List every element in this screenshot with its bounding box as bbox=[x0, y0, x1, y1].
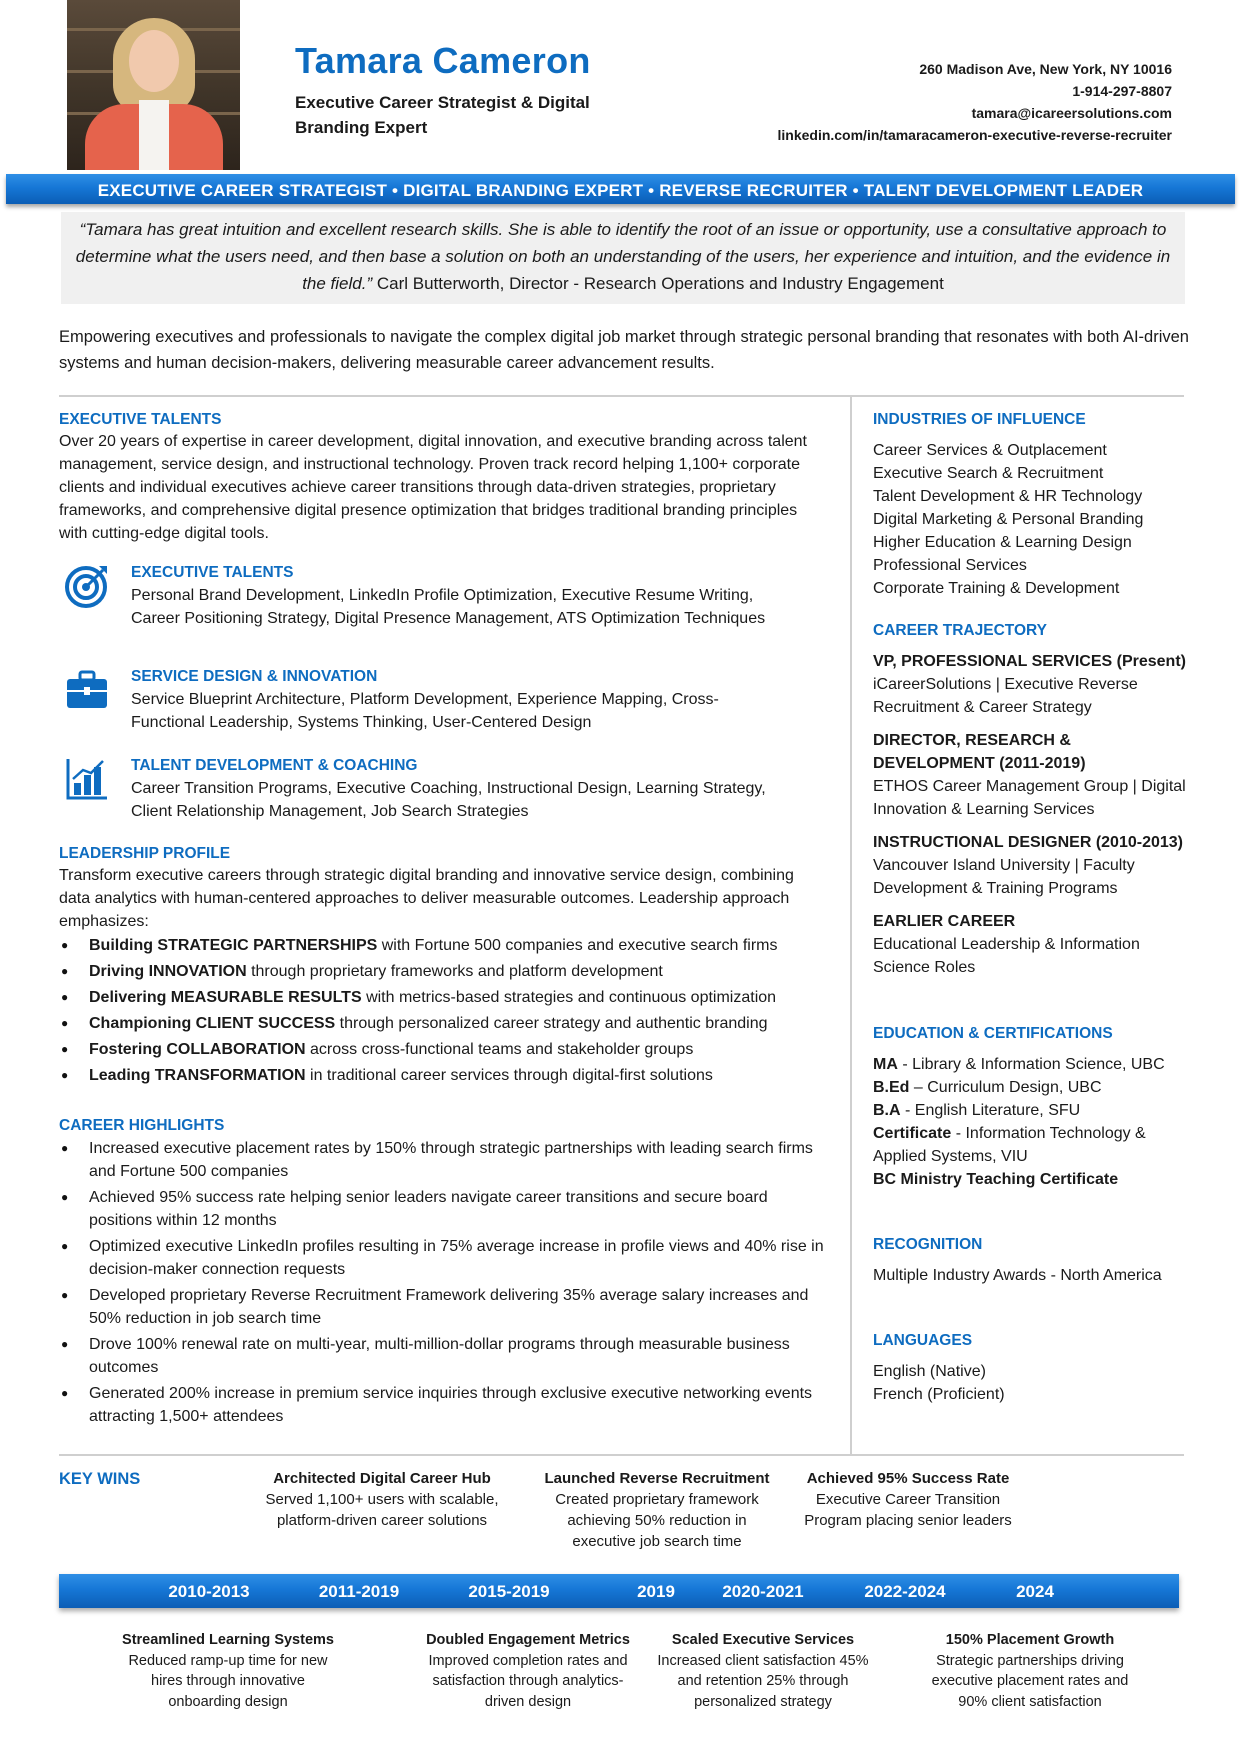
talents-summary: Over 20 years of expertise in career development, digital innovation, and executive branding across talent management, service design, and instructional technology. Proven track record helping 1,100+ corporate clients and individual executives achieve career transitions through data-driven strategies, proprietary frameworks, and comprehensive digital presence optimization that bridges traditional branding principles with cutting-edge digital tools. bbox=[59, 433, 807, 542]
divider bbox=[59, 395, 1184, 397]
list-item: MA - Library & Information Science, UBC bbox=[873, 1056, 1165, 1073]
timeline-year: 2020-2021 bbox=[722, 1582, 804, 1601]
section-heading: EXECUTIVE TALENTS bbox=[59, 411, 222, 428]
key-win: Architected Digital Career Hub Served 1,100+ users with scalable, platform-driven career solutions bbox=[265, 1470, 499, 1529]
candidate-subtitle: Executive Career Strategist & Digital Branding Expert bbox=[295, 93, 590, 137]
key-win: Scaled Executive Services Increased client satisfaction 45% and retention 25% through personalized strategy bbox=[657, 1632, 869, 1710]
block-text: Service Blueprint Architecture, Platform Development, Experience Mapping, Cross-Functional Leadership, Systems Thinking, User-Centered Design bbox=[131, 691, 719, 731]
list-item: Talent Development & HR Technology bbox=[873, 488, 1143, 505]
key-win: Streamlined Learning Systems Reduced ramp-up time for new hires through innovative onboarding design bbox=[122, 1632, 334, 1710]
recognition-text: Multiple Industry Awards - North America bbox=[873, 1267, 1162, 1284]
phone[interactable]: 1-914-297-8807 bbox=[1072, 83, 1172, 99]
list-item: ● Driving INNOVATION through proprietary frameworks and platform development bbox=[59, 960, 829, 983]
list-item: English (Native) bbox=[873, 1363, 986, 1380]
leadership-intro: Transform executive careers through strategic digital branding and innovative service design, combining data analytics with human-centered approaches to deliver measurable outcomes. Leadership approach emphasizes: bbox=[59, 867, 794, 930]
list-item: ● Increased executive placement rates by 150% through strategic partnerships with leading search firms and Fortune 500 companies bbox=[59, 1137, 829, 1183]
leadership-section bbox=[59, 845, 829, 1090]
timeline-year: 2015-2019 bbox=[468, 1582, 550, 1601]
banner-text: EXECUTIVE CAREER STRATEGIST • DIGITAL BRANDING EXPERT • REVERSE RECRUITER • TALENT DEVELOPMENT LEADER bbox=[97, 181, 1144, 200]
list-item: Executive Search & Recruitment bbox=[873, 465, 1104, 482]
section-heading: LEADERSHIP PROFILE bbox=[59, 845, 231, 862]
list-item: Professional Services bbox=[873, 557, 1027, 574]
list-item: Corporate Training & Development bbox=[873, 580, 1120, 597]
list-item: ● Fostering COLLABORATION across cross-functional teams and stakeholder groups bbox=[59, 1038, 829, 1061]
block-title: EXECUTIVE TALENTS bbox=[131, 564, 294, 581]
intro-summary: Empowering executives and professionals to navigate the complex digital job market through strategic personal branding that resonates with both AI-driven systems and human decision-makers, delivering measurable career advancement results. bbox=[59, 328, 1189, 372]
list-item: ● Delivering MEASURABLE RESULTS with metrics-based strategies and continuous optimization bbox=[59, 986, 829, 1009]
profile-photo bbox=[67, 0, 240, 170]
role-title: INSTRUCTIONAL DESIGNER (2010-2013) bbox=[873, 834, 1183, 851]
candidate-name: Tamara Cameron bbox=[295, 40, 591, 81]
divider bbox=[59, 1454, 1184, 1456]
key-win: Achieved 95% Success Rate Executive Career Transition Program placing senior leaders bbox=[804, 1470, 1012, 1529]
key-win: Launched Reverse Recruitment Created proprietary framework achieving 50% reduction in executive job search time bbox=[544, 1470, 770, 1550]
education-section bbox=[873, 1025, 1193, 1191]
contact-info bbox=[777, 58, 1172, 146]
key-win: 150% Placement Growth Strategic partnerships driving executive placement rates and 90% client satisfaction bbox=[931, 1632, 1129, 1710]
career-trajectory-section bbox=[873, 622, 1193, 979]
list-item: ● Leading TRANSFORMATION in traditional career services through digital-first solutions bbox=[59, 1064, 829, 1087]
recognition-section bbox=[873, 1236, 1193, 1287]
testimonial-attribution: Carl Butterworth, Director - Research Operations and Industry Engagement bbox=[376, 274, 944, 293]
key-win: Doubled Engagement Metrics Improved completion rates and satisfaction through analytics-driven design bbox=[426, 1632, 630, 1710]
industries-section bbox=[873, 411, 1193, 600]
column-divider bbox=[850, 397, 852, 1454]
section-heading: EDUCATION & CERTIFICATIONS bbox=[873, 1025, 1113, 1042]
languages-section bbox=[873, 1332, 1193, 1406]
timeline-year: 2019 bbox=[637, 1582, 675, 1601]
section-heading: INDUSTRIES OF INFLUENCE bbox=[873, 411, 1086, 428]
section-heading: CAREER HIGHLIGHTS bbox=[59, 1117, 225, 1134]
list-item: ● Optimized executive LinkedIn profiles resulting in 75% average increase in profile views and 40% rise in decision-maker connection requests bbox=[59, 1235, 829, 1281]
section-heading: LANGUAGES bbox=[873, 1332, 973, 1349]
role-org: iCareerSolutions | Executive Reverse Recruitment & Career Strategy bbox=[873, 676, 1138, 716]
career-highlights-section bbox=[59, 1117, 829, 1431]
list-item: ● Championing CLIENT SUCCESS through personalized career strategy and authentic branding bbox=[59, 1012, 829, 1035]
list-item: Career Services & Outplacement bbox=[873, 442, 1107, 459]
role-title: DIRECTOR, RESEARCH & DEVELOPMENT (2011-2019) bbox=[873, 732, 1086, 772]
list-item: ● Building STRATEGIC PARTNERSHIPS with Fortune 500 companies and executive search firms bbox=[59, 934, 829, 957]
list-item: ● Drove 100% renewal rate on multi-year, multi-million-dollar programs through measurable business outcomes bbox=[59, 1333, 829, 1379]
key-wins-heading: KEY WINS bbox=[59, 1470, 141, 1488]
block-text: Career Transition Programs, Executive Coaching, Instructional Design, Learning Strategy, Client Relationship Management, Job Search Strategies bbox=[131, 780, 766, 820]
list-item: ● Developed proprietary Reverse Recruitment Framework delivering 35% average salary increases and 50% reduction in job search time bbox=[59, 1284, 829, 1330]
list-item: B.Ed – Curriculum Design, UBC bbox=[873, 1079, 1102, 1096]
role-title: EARLIER CAREER bbox=[873, 913, 1016, 930]
list-item: Certificate - Information Technology & Applied Systems, VIU bbox=[873, 1125, 1146, 1165]
block-title: SERVICE DESIGN & INNOVATION bbox=[131, 668, 378, 685]
timeline-year: 2024 bbox=[1016, 1582, 1054, 1601]
timeline-year: 2010-2013 bbox=[168, 1582, 250, 1601]
list-item: Digital Marketing & Personal Branding bbox=[873, 511, 1144, 528]
section-heading: RECOGNITION bbox=[873, 1236, 983, 1253]
title-banner bbox=[0, 170, 1241, 210]
timeline-year: 2022-2024 bbox=[864, 1582, 946, 1601]
role-org: Educational Leadership & Information Science Roles bbox=[873, 936, 1140, 976]
block-text: Personal Brand Development, LinkedIn Profile Optimization, Executive Resume Writing, Career Positioning Strategy, Digital Presence Management, ATS Optimization Techniques bbox=[131, 587, 766, 627]
role-title: VP, PROFESSIONAL SERVICES (Present) bbox=[873, 653, 1186, 670]
section-heading: CAREER TRAJECTORY bbox=[873, 622, 1047, 639]
bar-chart-icon bbox=[65, 757, 109, 801]
list-item: French (Proficient) bbox=[873, 1386, 1005, 1403]
address: 260 Madison Ave, New York, NY 10016 bbox=[919, 61, 1172, 77]
timeline-bar bbox=[59, 1572, 1179, 1614]
target-icon bbox=[65, 564, 109, 608]
testimonial-quote: “Tamara has great intuition and excellent research skills. She is able to identify the root of an issue or opportunity, use a consultative approach to determine what the users need, and then base a solution on both an understanding of the users, her experience and intuition, and the evidence in the field.” bbox=[75, 220, 1171, 293]
list-item: B.A - English Literature, SFU bbox=[873, 1102, 1081, 1119]
testimonial bbox=[61, 212, 1185, 304]
block-title: TALENT DEVELOPMENT & COACHING bbox=[131, 757, 418, 774]
timeline-year: 2011-2019 bbox=[318, 1582, 400, 1601]
executive-talents-section bbox=[59, 411, 829, 545]
briefcase-icon bbox=[65, 668, 109, 712]
list-item: BC Ministry Teaching Certificate bbox=[873, 1171, 1119, 1188]
role-org: Vancouver Island University | Faculty Development & Training Programs bbox=[873, 857, 1135, 897]
linkedin-link[interactable]: linkedin.com/in/tamaracameron-executive-reverse-recruiter bbox=[777, 127, 1172, 143]
email-link[interactable]: tamara@icareersolutions.com bbox=[971, 105, 1172, 121]
role-org: ETHOS Career Management Group | Digital Innovation & Learning Services bbox=[873, 778, 1186, 818]
list-item: ● Generated 200% increase in premium service inquiries through exclusive executive networking events attracting 1,500+ attendees bbox=[59, 1382, 829, 1428]
list-item: Higher Education & Learning Design bbox=[873, 534, 1132, 551]
list-item: ● Achieved 95% success rate helping senior leaders navigate career transitions and secure board positions within 12 months bbox=[59, 1186, 829, 1232]
